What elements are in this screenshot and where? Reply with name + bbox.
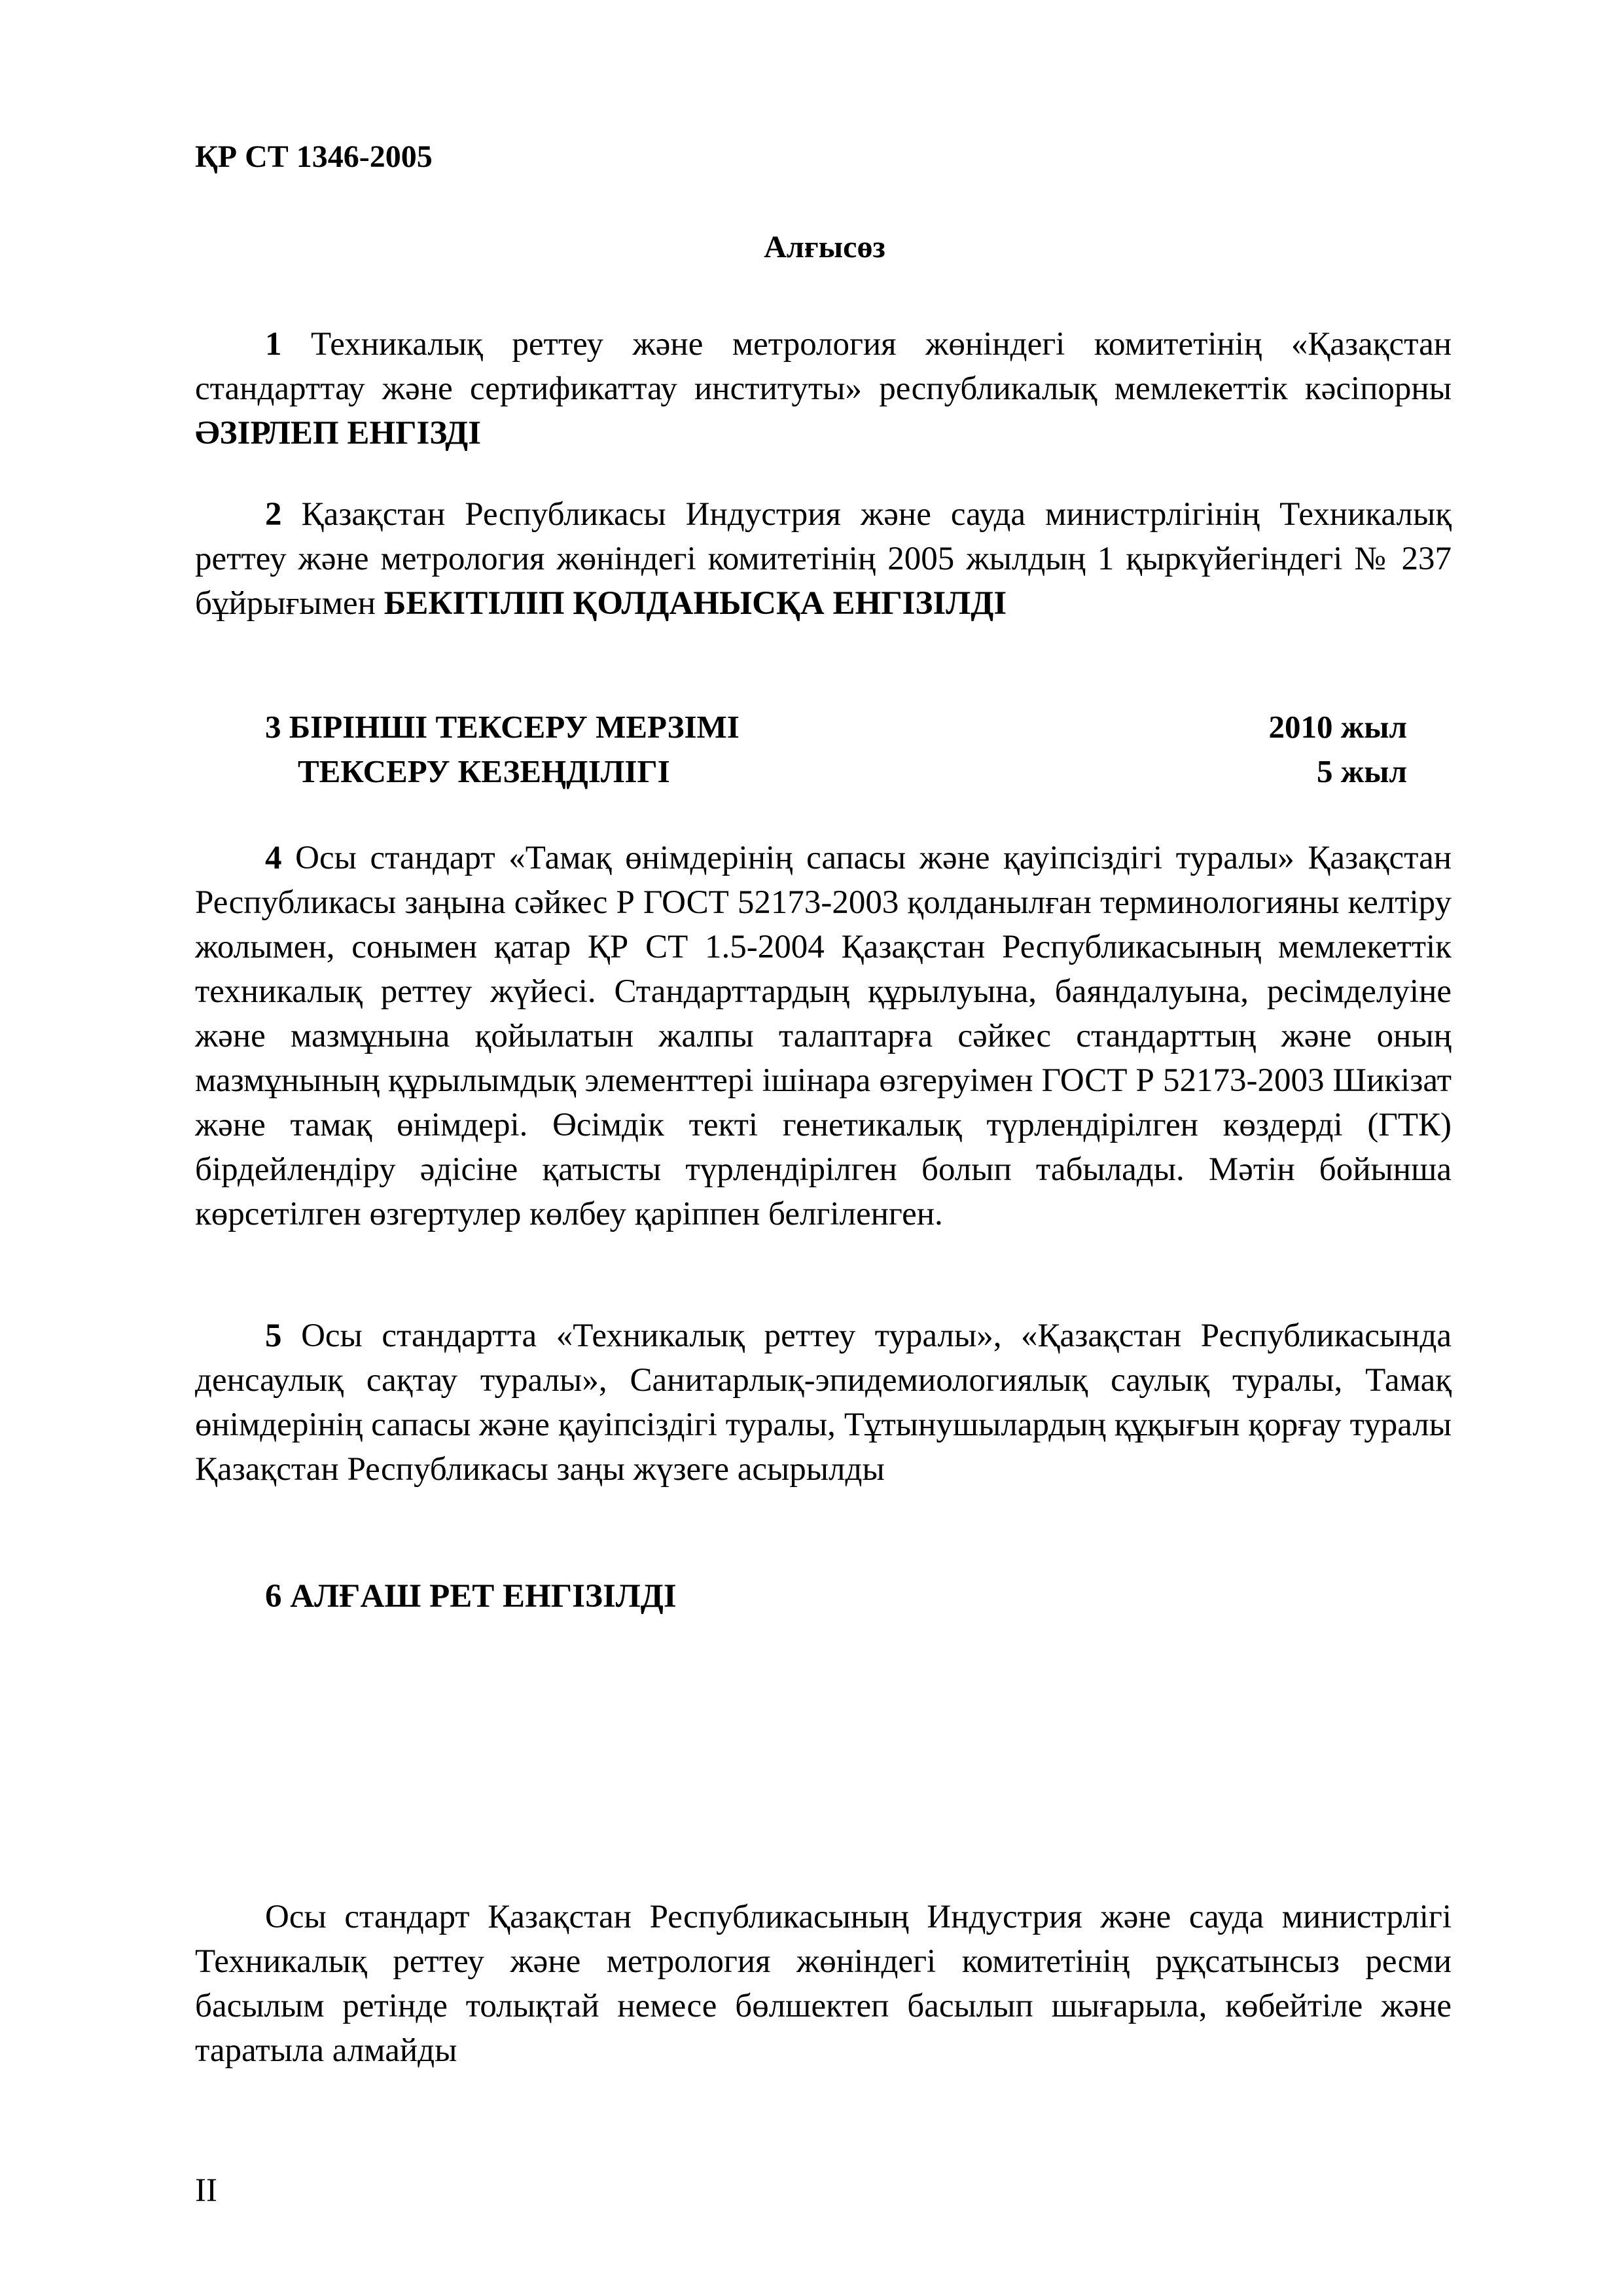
paragraph-1-number: 1 (265, 326, 282, 363)
paragraph-2-text: Қазақстан Республикасы Индустрия және сауда министрлігінің Техникалық реттеу және метрология жөніндегі комитетінің 2005 жылдың 1 қыркүйегіндегі № 237 бұйрығымен (195, 496, 1452, 622)
page-title: Алғысөз (764, 230, 885, 264)
paragraph-2-bold: БЕКІТІЛІП ҚОЛДАНЫСҚА ЕНГІЗІЛДІ (383, 585, 1007, 622)
check-period-row (298, 753, 1407, 790)
paragraph-5-number: 5 (265, 1318, 282, 1354)
first-check-value: 2010 жыл (1268, 709, 1407, 745)
paragraph-1 (195, 322, 1452, 456)
check-period-value: 5 жыл (1316, 753, 1407, 789)
page-number: II (195, 2172, 217, 2209)
paragraph-4-number: 4 (265, 840, 282, 876)
check-period-label: ТЕКСЕРУ КЕЗЕҢДІЛІГІ (298, 753, 670, 789)
paragraph-5-text: Осы стандартта «Техникалық реттеу туралы», «Қазақстан Республикасында денсаулық сақтау туралы», Санитарлық-эпидемиологиялық саулық туралы, Тамақ өнімдерінің сапасы және қауіпсіздігі туралы, Тұтынушылардың құқығын қорғау туралы Қазақстан Республикасы заңы жүзеге асырылды (195, 1318, 1452, 1488)
paragraph-2-number: 2 (265, 496, 282, 533)
paragraph-4-text: Осы стандарт «Тамақ өнімдерінің сапасы және қауіпсіздігі туралы» Қазақстан Республикасы заңына сәйкес Р ГОСТ 52173-2003 қолданылған терминологияны келтіру жолымен, сонымен қатар ҚР СТ 1.5-2004 Қазақстан Республикасының мемлекеттік техникалық реттеу жүйесі. Стандарттардың құрылуына, баяндалуына, ресімделуіне және мазмұнына қойылатын жалпы талаптарға сәйкес стандарттың және оның мазмұнының құрылымдық элементтері ішінара өзгеруімен ГОСТ Р 52173-2003 Шикізат және тамақ өнімдері. Өсімдік текті генетикалық түрлендірілген көздерді (ГТК) бірдейлендіру әдісіне қатысты түрлендірілген болып табылады. Мәтін бойынша көрсетілген өзгертулер көлбеу қаріппен белгіленген. (195, 840, 1452, 1232)
paragraph-1-bold: ӘЗІРЛЕП ЕНГІЗДІ (195, 415, 482, 452)
first-check-row (265, 708, 1407, 745)
document-code: ҚР СТ 1346-2005 (195, 139, 433, 174)
paragraph-4 (195, 836, 1452, 1236)
paragraph-6: 6 АЛҒАШ РЕТ ЕНГІЗІЛДІ (265, 1578, 677, 1615)
paragraph-2 (195, 492, 1452, 626)
first-check-label: 3 БІРІНШІ ТЕКСЕРУ МЕРЗІМІ (265, 709, 740, 745)
paragraph-1-text: Техникалық реттеу және метрология жөніндегі комитетінің «Қазақстан стандарттау және сертификаттау институты» республикалық мемлекеттік кәсіпорны (195, 326, 1452, 407)
paragraph-5 (195, 1314, 1452, 1492)
copyright-notice: Осы стандарт Қазақстан Республикасының Индустрия және сауда министрлігі Техникалық реттеу және метрология жөніндегі комитетінің рұқсатынсыз ресми басылым ретінде толықтай немесе бөлшектеп басылып шығарыла, көбейтіле және таратыла алмайды (195, 1899, 1452, 2069)
